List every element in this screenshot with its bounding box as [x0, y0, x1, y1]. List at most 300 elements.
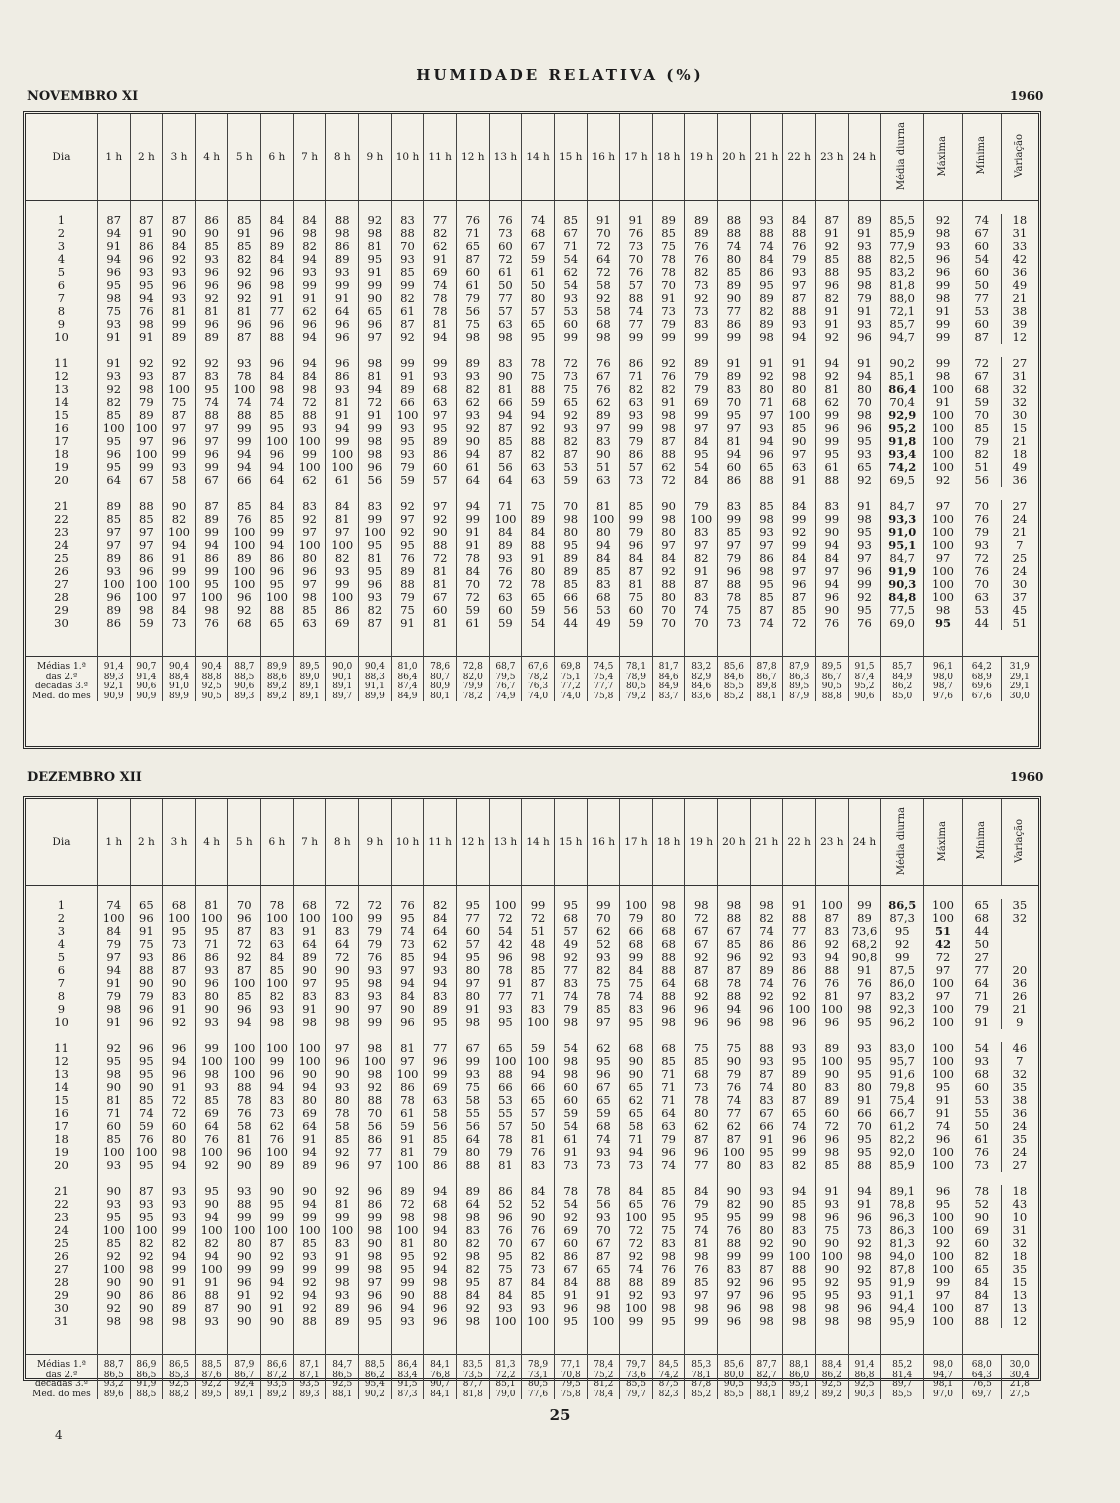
humidity-value: 100 [924, 899, 963, 912]
humidity-value: 96 [195, 279, 228, 292]
humidity-value: 60 [962, 1237, 1001, 1250]
humidity-value: 91 [163, 1081, 196, 1094]
humidity-value: 93 [554, 292, 587, 305]
humidity-value: 92 [685, 292, 718, 305]
humidity-value: 82 [359, 604, 392, 617]
humidity-value: 100 [924, 977, 963, 990]
humidity-value: 94 [97, 227, 130, 240]
humidity-value: 91 [261, 292, 294, 305]
humidity-value: 91 [587, 1289, 620, 1302]
spacer-cell [848, 487, 881, 500]
humidity-value: 97 [718, 422, 751, 435]
humidity-value: 84 [620, 964, 653, 977]
humidity-value: 98 [97, 1315, 130, 1328]
humidity-value: 84 [163, 240, 196, 253]
humidity-value: 99 [163, 318, 196, 331]
humidity-value: 82 [554, 435, 587, 448]
day-row [26, 279, 1038, 292]
humidity-value: 93 [848, 240, 881, 253]
humidity-value: 65 [848, 461, 881, 474]
average-value: 85,2 [718, 692, 751, 702]
humidity-value: 85 [195, 240, 228, 253]
average-value: 72,8 [456, 657, 489, 673]
humidity-value: 95,2 [881, 422, 924, 435]
humidity-value: 88 [718, 912, 751, 925]
humidity-value: 54 [554, 1120, 587, 1133]
humidity-value: 91 [130, 331, 163, 344]
humidity-value: 74 [750, 240, 783, 253]
spacer-cell [924, 1328, 963, 1355]
average-value: 85,6 [718, 657, 751, 673]
humidity-value: 92 [522, 422, 555, 435]
humidity-value: 88 [391, 578, 424, 591]
humidity-value: 96 [783, 1133, 816, 1146]
day-row [26, 1159, 1038, 1172]
humidity-value: 68 [652, 938, 685, 951]
humidity-value: 85 [228, 500, 261, 513]
humidity-value: 71 [620, 370, 653, 383]
humidity-value: 88 [783, 305, 816, 318]
column-header-label: Máxima [937, 135, 948, 176]
humidity-value: 72 [326, 951, 359, 964]
humidity-value: 99 [261, 1211, 294, 1224]
humidity-value: 99 [163, 565, 196, 578]
humidity-value: 87 [816, 214, 849, 227]
spacer-cell [881, 201, 924, 215]
humidity-value: 100 [163, 526, 196, 539]
humidity-value: 95 [195, 383, 228, 396]
humidity-value: 64 [293, 1120, 326, 1133]
humidity-value: 80 [195, 990, 228, 1003]
humidity-value: 79 [620, 526, 653, 539]
average-value: 88,5 [228, 673, 261, 683]
humidity-value: 100 [261, 591, 294, 604]
humidity-value: 83 [750, 1094, 783, 1107]
average-value: 75,2 [587, 1371, 620, 1381]
humidity-value: 75 [587, 977, 620, 990]
humidity-value: 97 [685, 1289, 718, 1302]
humidity-value: 51 [924, 925, 963, 938]
humidity-value: 76 [718, 1224, 751, 1237]
humidity-value: 74 [228, 396, 261, 409]
humidity-value: 99 [359, 1016, 392, 1029]
humidity-value: 97 [130, 435, 163, 448]
decade-average-row [26, 1371, 1038, 1381]
humidity-value: 77,9 [881, 240, 924, 253]
humidity-value: 85 [718, 938, 751, 951]
humidity-value: 66 [228, 474, 261, 487]
humidity-value: 76 [685, 1263, 718, 1276]
spacer-cell [293, 886, 326, 900]
spacer-cell [718, 487, 751, 500]
day-number: 29 [54, 604, 69, 617]
humidity-value: 96 [391, 1016, 424, 1029]
humidity-value: 77,5 [881, 604, 924, 617]
day-row [26, 1094, 1038, 1107]
humidity-value: 60 [962, 1081, 1001, 1094]
humidity-value: 93 [456, 409, 489, 422]
humidity-value: 86 [750, 552, 783, 565]
humidity-value: 92 [195, 292, 228, 305]
humidity-value: 93 [163, 1198, 196, 1211]
spacer-cell [228, 487, 261, 500]
spacer-cell [130, 1172, 163, 1185]
average-label-text: Médias [36, 1360, 71, 1371]
spacer-cell [359, 1172, 392, 1185]
spacer-cell [163, 344, 196, 357]
humidity-value: 78 [326, 1107, 359, 1120]
humidity-value: 94 [848, 1185, 881, 1198]
spacer-cell [326, 487, 359, 500]
humidity-value: 80 [587, 526, 620, 539]
humidity-value: 96 [130, 1003, 163, 1016]
humidity-value: 91 [924, 396, 963, 409]
humidity-value: 97 [391, 513, 424, 526]
humidity-value: 62 [816, 396, 849, 409]
spacer-cell [554, 630, 587, 657]
day-number: 6 [57, 279, 66, 292]
spacer-cell [326, 1172, 359, 1185]
spacer-cell [195, 1029, 228, 1042]
day-row [26, 964, 1038, 977]
humidity-value: 90 [228, 1250, 261, 1263]
average-value: 90,0 [326, 657, 359, 673]
humidity-value: 70 [962, 409, 1001, 422]
humidity-value: 68 [962, 912, 1001, 925]
humidity-value: 100 [163, 912, 196, 925]
humidity-value: 98 [359, 1068, 392, 1081]
humidity-value: 98 [359, 435, 392, 448]
humidity-value: 81 [391, 1237, 424, 1250]
day-row [26, 578, 1038, 591]
spacer-cell [522, 886, 555, 900]
day-row [26, 435, 1038, 448]
humidity-value: 79 [783, 253, 816, 266]
humidity-value: 83 [816, 925, 849, 938]
humidity-value: 71 [195, 938, 228, 951]
humidity-table [26, 114, 1038, 701]
humidity-value: 81 [685, 1237, 718, 1250]
humidity-value: 96 [652, 1146, 685, 1159]
column-header: 21 h [750, 114, 783, 201]
humidity-value: 96 [359, 1302, 392, 1315]
humidity-value: 100 [924, 383, 963, 396]
day-row [26, 422, 1038, 435]
day-row [26, 565, 1038, 578]
average-value: 85,3 [685, 1355, 718, 1371]
humidity-value: 78 [962, 1185, 1001, 1198]
humidity-value: 85 [718, 526, 751, 539]
humidity-value: 97 [97, 951, 130, 964]
humidity-value: 97 [816, 565, 849, 578]
humidity-value: 92 [554, 951, 587, 964]
humidity-value: 100 [587, 513, 620, 526]
humidity-value: 91 [962, 1016, 1001, 1029]
humidity-value: 98 [130, 383, 163, 396]
humidity-value: 92 [163, 1016, 196, 1029]
humidity-value: 95 [130, 279, 163, 292]
average-label-text: das [45, 1370, 62, 1380]
spacer-cell [685, 201, 718, 215]
humidity-value: 96 [261, 318, 294, 331]
spacer-cell [718, 1029, 751, 1042]
humidity-value: 98 [554, 1016, 587, 1029]
column-header: 17 h [620, 799, 653, 886]
humidity-value: 72 [522, 912, 555, 925]
spacer-cell [816, 201, 849, 215]
humidity-value: 96 [816, 279, 849, 292]
humidity-value: 100 [489, 513, 522, 526]
humidity-value: 81 [326, 513, 359, 526]
humidity-value: 87 [620, 565, 653, 578]
day-row [26, 1133, 1038, 1146]
humidity-value: 83 [718, 383, 751, 396]
average-value: 90,7 [424, 1380, 457, 1390]
humidity-value: 63 [293, 617, 326, 630]
humidity-value: 96 [783, 1016, 816, 1029]
humidity-value: 93 [554, 422, 587, 435]
humidity-value: 89 [326, 253, 359, 266]
humidity-value: 99 [359, 1211, 392, 1224]
humidity-value: 94 [424, 1185, 457, 1198]
average-value: 88,8 [816, 692, 849, 702]
humidity-value: 93 [97, 370, 130, 383]
humidity-value: 92 [750, 951, 783, 964]
humidity-value: 95 [391, 435, 424, 448]
humidity-value: 79 [620, 912, 653, 925]
spacer-cell [718, 886, 751, 900]
average-value: 88,6 [261, 673, 294, 683]
corner-number: 4 [55, 1428, 63, 1442]
average-value: 74,5 [587, 657, 620, 673]
humidity-value: 71 [620, 1133, 653, 1146]
humidity-value: 95 [97, 1211, 130, 1224]
humidity-value: 84 [522, 1276, 555, 1289]
average-value: 85,7 [881, 657, 924, 673]
humidity-value: 72 [685, 912, 718, 925]
humidity-value: 53 [489, 1094, 522, 1107]
humidity-value: 89 [195, 513, 228, 526]
spacer-cell [228, 630, 261, 657]
day-number: 25 [54, 552, 69, 565]
humidity-value: 96 [130, 1016, 163, 1029]
humidity-value: 98 [163, 1146, 196, 1159]
humidity-value: 94 [163, 1055, 196, 1068]
column-header: 10 h [391, 799, 424, 886]
humidity-value: 80 [456, 990, 489, 1003]
humidity-value: 63 [489, 318, 522, 331]
humidity-value: 32 [1001, 912, 1038, 925]
humidity-value: 91 [130, 925, 163, 938]
humidity-value: 98 [848, 1250, 881, 1263]
humidity-value: 99 [326, 1263, 359, 1276]
humidity-value: 73 [685, 305, 718, 318]
day-number: 20 [54, 1159, 69, 1172]
humidity-value: 54 [962, 1042, 1001, 1055]
humidity-value: 95 [456, 1276, 489, 1289]
humidity-value: 51 [587, 461, 620, 474]
humidity-value: 76 [652, 1263, 685, 1276]
spacer-cell [359, 630, 392, 657]
humidity-value: 92 [750, 370, 783, 383]
average-value: 91,0 [163, 682, 196, 692]
humidity-value: 95 [163, 925, 196, 938]
day-number: 31 [54, 1315, 69, 1328]
humidity-value: 85,1 [881, 370, 924, 383]
humidity-value: 92 [359, 1081, 392, 1094]
humidity-value: 94 [620, 1146, 653, 1159]
humidity-value: 74 [750, 1081, 783, 1094]
humidity-value: 92 [652, 357, 685, 370]
humidity-value: 91 [816, 305, 849, 318]
spacer-cell [424, 1328, 457, 1355]
humidity-value: 98 [359, 1042, 392, 1055]
humidity-value: 95 [195, 1185, 228, 1198]
humidity-value: 99 [228, 422, 261, 435]
humidity-value: 100 [261, 977, 294, 990]
humidity-value: 98 [652, 422, 685, 435]
average-value: 79,0 [489, 1390, 522, 1400]
spacer-cell [261, 344, 294, 357]
humidity-value: 79 [685, 500, 718, 513]
humidity-value: 100 [261, 1224, 294, 1237]
spacer-cell [391, 1328, 424, 1355]
day-row [26, 383, 1038, 396]
humidity-value: 85 [783, 604, 816, 617]
humidity-value: 94 [816, 357, 849, 370]
humidity-value: 55 [962, 1107, 1001, 1120]
humidity-value: 86 [391, 1081, 424, 1094]
humidity-value: 99 [718, 1250, 751, 1263]
humidity-value: 87 [489, 448, 522, 461]
average-value: 82,0 [456, 673, 489, 683]
average-label-text: Méd. do mês [32, 1389, 91, 1399]
humidity-value: 69 [424, 266, 457, 279]
humidity-value: 85 [130, 513, 163, 526]
humidity-value: 99 [424, 1068, 457, 1081]
column-header [1001, 114, 1038, 201]
humidity-value: 92 [816, 370, 849, 383]
humidity-value: 74 [685, 1224, 718, 1237]
humidity-value: 95 [848, 1016, 881, 1029]
humidity-value: 92 [816, 1276, 849, 1289]
humidity-value: 64 [424, 925, 457, 938]
humidity-value: 96 [816, 591, 849, 604]
spacer-cell [26, 487, 97, 500]
humidity-value: 85 [554, 578, 587, 591]
humidity-value: 92 [783, 990, 816, 1003]
humidity-value: 72 [163, 1107, 196, 1120]
humidity-value: 69 [195, 1107, 228, 1120]
humidity-value: 84 [97, 925, 130, 938]
average-value: 88,1 [326, 1390, 359, 1400]
spacer-cell [554, 344, 587, 357]
humidity-value: 72 [962, 357, 1001, 370]
humidity-value: 18 [1001, 1185, 1038, 1198]
spacer-cell [489, 630, 522, 657]
humidity-value: 82 [326, 552, 359, 565]
humidity-value: 98 [522, 951, 555, 964]
humidity-value: 94 [391, 977, 424, 990]
spacer-cell [816, 630, 849, 657]
spacer-cell [750, 1029, 783, 1042]
humidity-value: 90 [816, 1068, 849, 1081]
humidity-value: 95 [783, 1055, 816, 1068]
humidity-value: 100 [293, 912, 326, 925]
humidity-value: 98 [326, 1016, 359, 1029]
humidity-value: 85 [97, 513, 130, 526]
column-header: 16 h [587, 799, 620, 886]
humidity-value: 85,9 [881, 1159, 924, 1172]
humidity-value: 98 [261, 1016, 294, 1029]
humidity-value: 90 [718, 1185, 751, 1198]
humidity-value: 88 [424, 1289, 457, 1302]
humidity-value: 79 [652, 1133, 685, 1146]
average-value: 77,6 [522, 1390, 555, 1400]
humidity-value: 100 [228, 1224, 261, 1237]
humidity-value: 81 [718, 435, 751, 448]
humidity-value: 50 [522, 1120, 555, 1133]
spacer-cell [554, 1328, 587, 1355]
humidity-value: 93 [326, 1289, 359, 1302]
humidity-value: 98 [750, 1315, 783, 1328]
humidity-value: 76 [962, 1146, 1001, 1159]
spacer-cell [228, 201, 261, 215]
average-value: 93,2 [97, 1380, 130, 1390]
column-header: 2 h [130, 799, 163, 886]
spacer-cell [293, 1328, 326, 1355]
humidity-value: 98 [652, 1250, 685, 1263]
humidity-value: 72 [620, 1237, 653, 1250]
humidity-value: 85 [783, 1198, 816, 1211]
humidity-value: 96 [326, 1055, 359, 1068]
average-value: 88,7 [97, 1355, 130, 1371]
humidity-value: 96 [163, 279, 196, 292]
humidity-value: 95 [848, 1276, 881, 1289]
humidity-value: 95 [130, 1159, 163, 1172]
humidity-value: 60 [456, 925, 489, 938]
humidity-value: 56 [962, 474, 1001, 487]
humidity-value: 95 [522, 331, 555, 344]
humidity-value: 75 [718, 1042, 751, 1055]
humidity-value: 100 [293, 1042, 326, 1055]
average-value: 92,5 [195, 682, 228, 692]
humidity-value: 87 [97, 214, 130, 227]
humidity-value: 77 [718, 305, 751, 318]
spacer-cell [522, 1328, 555, 1355]
humidity-value: 93 [750, 422, 783, 435]
humidity-value: 67 [522, 1237, 555, 1250]
humidity-value: 96 [195, 448, 228, 461]
humidity-value: 100 [195, 1224, 228, 1237]
humidity-value: 93 [848, 539, 881, 552]
humidity-value: 89 [456, 357, 489, 370]
day-number: 21 [54, 500, 69, 513]
average-value: 89,6 [97, 1390, 130, 1400]
average-value: 90,6 [130, 682, 163, 692]
average-value: 68,7 [489, 657, 522, 673]
humidity-value: 86,3 [881, 1224, 924, 1237]
humidity-value: 82 [391, 292, 424, 305]
humidity-value: 85 [685, 1055, 718, 1068]
humidity-value: 89 [750, 292, 783, 305]
spacer-cell [391, 630, 424, 657]
humidity-value: 99 [620, 951, 653, 964]
humidity-value: 100 [195, 1055, 228, 1068]
humidity-value: 89 [652, 214, 685, 227]
humidity-value: 82 [456, 383, 489, 396]
humidity-value: 13 [1001, 1302, 1038, 1315]
